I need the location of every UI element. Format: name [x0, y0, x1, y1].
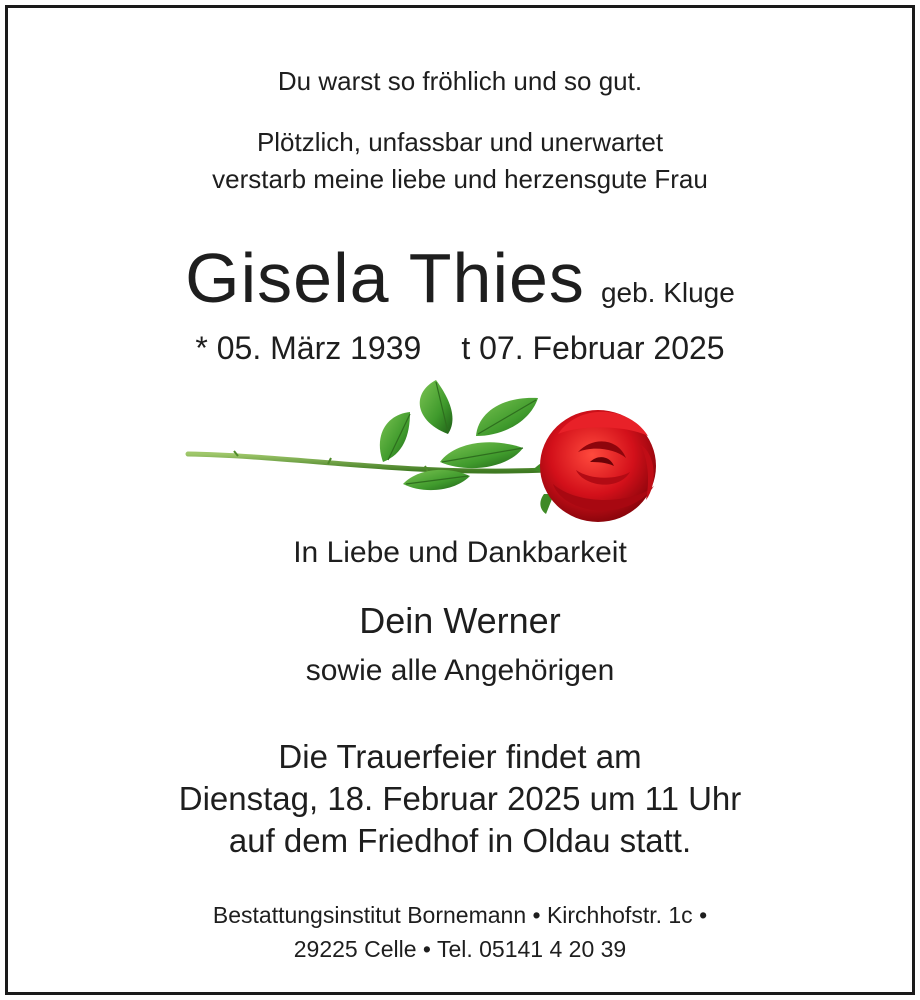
deceased-name: Gisela Thies — [185, 239, 585, 317]
funeral-home-line-1: Bestattungsinstitut Bornemann • Kirchhofstr. 1c • — [212, 902, 708, 928]
intro-line: Du warst so fröhlich und so gut. — [277, 66, 643, 96]
thanks-line: In Liebe und Dankbarkeit — [293, 536, 627, 569]
birth-date: * 05. März 1939 — [195, 330, 422, 366]
signer-name: Dein Werner — [359, 600, 561, 641]
ceremony-line-3: auf dem Friedhof in Oldau statt. — [228, 822, 692, 859]
obituary-card — [5, 5, 915, 995]
announcement-line-1: Plötzlich, unfassbar und unerwartet — [256, 127, 664, 157]
funeral-home — [8, 898, 912, 966]
announcement-line-2: verstarb meine liebe und herzensgute Frau — [212, 164, 708, 194]
maiden-name: geb. Kluge — [600, 277, 735, 308]
announcement — [8, 124, 912, 198]
ceremony-info — [8, 736, 912, 862]
name-row — [8, 238, 912, 318]
rose-icon — [178, 374, 698, 534]
death-date: t 07. Februar 2025 — [461, 330, 725, 366]
ceremony-line-1: Die Trauerfeier findet am — [278, 738, 642, 775]
relatives-line: sowie alle Angehörigen — [305, 654, 615, 687]
life-dates — [8, 330, 912, 367]
ceremony-line-2: Dienstag, 18. Februar 2025 um 11 Uhr — [178, 780, 742, 817]
funeral-home-line-2: 29225 Celle • Tel. 05141 4 20 39 — [293, 936, 627, 962]
